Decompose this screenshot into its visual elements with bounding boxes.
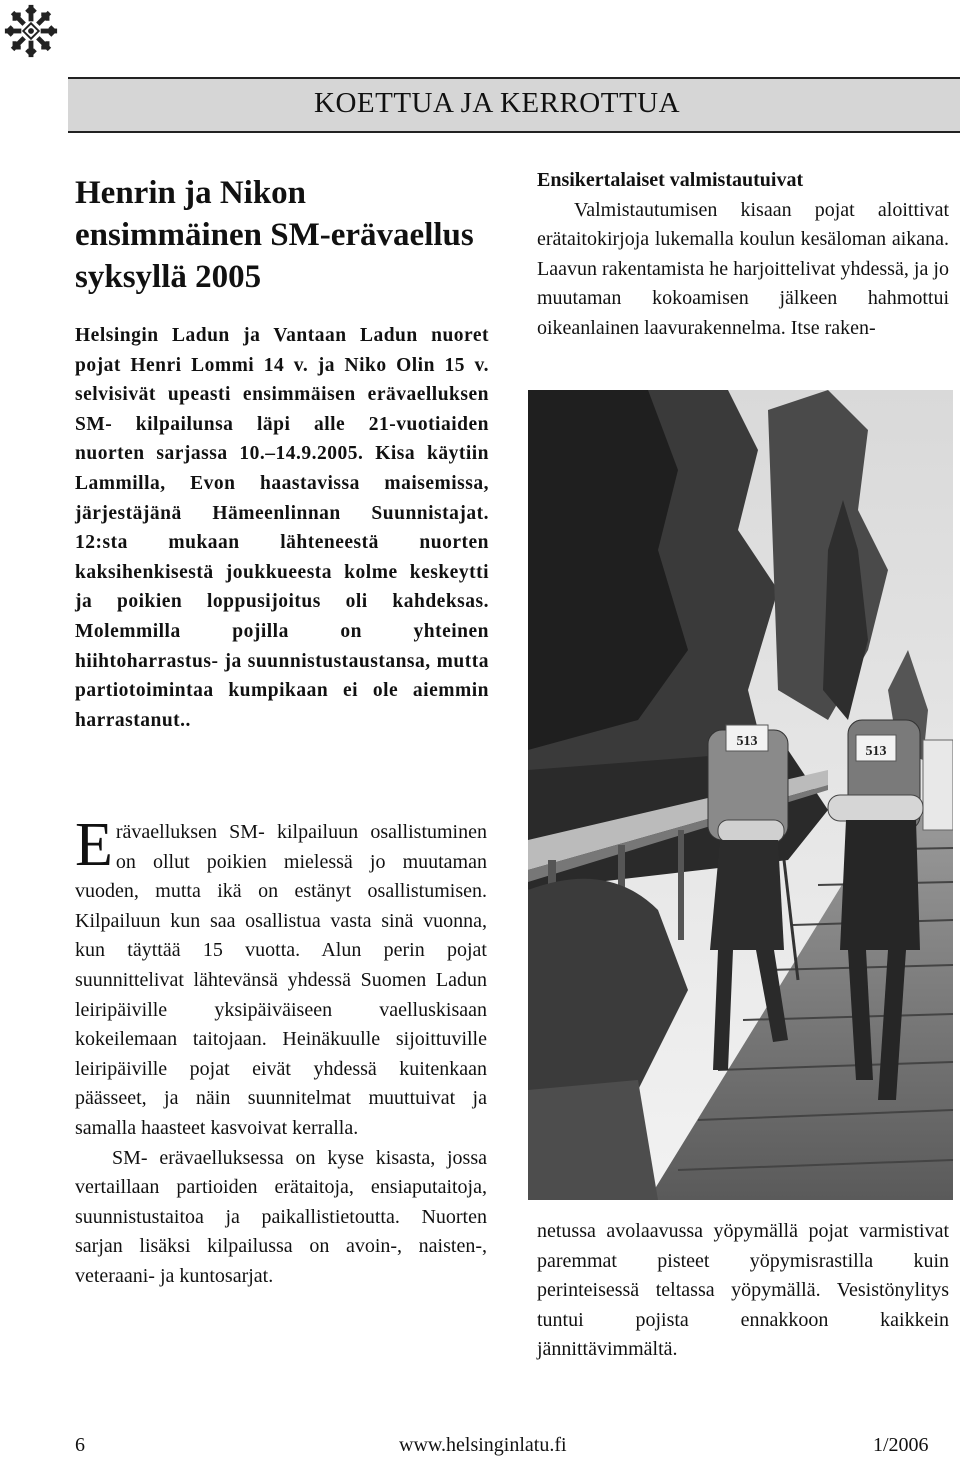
right-column-top xyxy=(537,166,949,344)
hikers-photo xyxy=(528,390,953,1200)
section-title: KOETTUA JA KERROTTUA xyxy=(314,87,681,119)
body-paragraph: SM- erävaelluksessa on kyse kisasta, jossa vertaillaan partioiden erätaitoja, ensiaputaitoja, suunnistustaitoa ja paikallistietoutta. Nuorten sarjan lisäksi kilpailussa on avoin-, naisten-, veteraani- ja kuntosarjat. xyxy=(75,1146,487,1287)
body-paragraph-text: rävaelluksen SM- kilpailuun osallistuminen on ollut poikien mielessä jo muutaman vuoden, mutta ikä on estänyt osallistumisen. Kilpailuun kun saa osallistua vasta sinä vuonna, kun täyttää 15 vuotta. Alun perin pojat suunnittelivat lähtevänsä yhdessä Suomen Ladun leiripäiville yksipäiväiseen vaelluskisaan kokeilemaan taitojaan. Heinäkuulle sijoittuville leiripäiville pojat eivät yhdessä kuitenkaan päässeet, ja näin suunnitelmat muuttuivat ja samalla haasteet kasvoivat kerralla. xyxy=(75,821,487,1139)
photo-bib-number: 513 xyxy=(865,744,887,759)
subheading: Ensikertalaiset valmistautuivat xyxy=(537,169,804,191)
drop-cap: E xyxy=(75,811,113,879)
issue-number: 1/2006 xyxy=(873,1434,929,1456)
left-body-text xyxy=(75,811,487,1292)
photo-bib-number: 513 xyxy=(736,734,758,749)
right-column-bottom: netussa avolaavussa yöpymällä pojat varmistivat paremmat pisteet yöpymisrastilla kuin perinteisessä teltassa yöpymällä. Vesistönylitys tuntui pojista ennakkoon kaikkein jännittävimmältä. xyxy=(537,1220,949,1361)
body-paragraph xyxy=(75,811,487,1144)
footer-url: www.helsinginlatu.fi xyxy=(399,1434,567,1456)
article-headline: Henrin ja Nikon ensimmäinen SM-erävaellus syksyllä 2005 xyxy=(75,175,474,295)
page-number: 6 xyxy=(75,1434,85,1456)
snowflake-logo-icon xyxy=(2,2,60,60)
body-paragraph: Valmistautumisen kisaan pojat aloittivat erätaitokirjoja lukemalla koulun kesäloman aikana. Laavun rakentamista he harjoittelivat yhdessä, ja jo muutaman kokoamisen jälkeen hahmottui oikeanlainen laavurakennelma. Itse raken- xyxy=(537,198,949,339)
section-banner xyxy=(68,77,960,133)
lead-paragraph: Helsingin Ladun ja Vantaan Ladun nuoret pojat Henri Lommi 14 v. ja Niko Olin 15 v. selvisivät upeasti ensimmäisen erävaelluksen SM- kilpailunsa läpi alle 21-vuotiaiden nuorten sarjassa 10.–14.9.2005. Kisa käytiin Lammilla, Evon haastavissa maisemissa, järjestäjänä Hämeenlinnan Suunnistajat. 12:sta mukaan lähteneestä nuorten kaksihenkisestä joukkueesta kolme keskeytti ja poikien loppusijoitus oli kahdeksas. Molemmilla pojilla on yhteinen hiihtoharrastus- ja suunnistustaustansa, mutta partiotoimintaa kumpikaan ei ole aiemmin harrastanut.. xyxy=(75,325,489,731)
